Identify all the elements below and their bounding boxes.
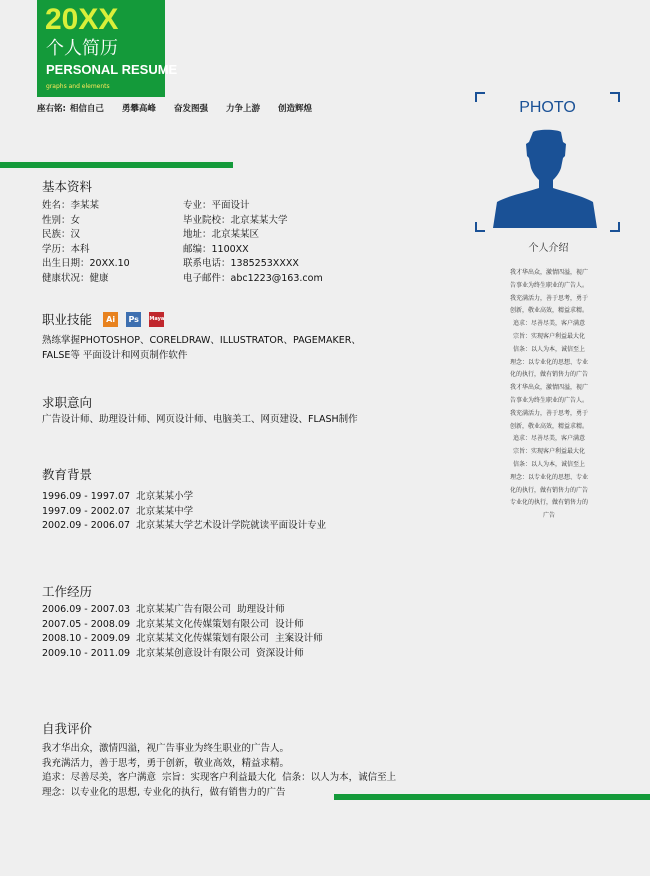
intro-line: 化的执行，做有销售力的广告 [509, 371, 588, 379]
photoshop-icon: Ps [126, 312, 141, 327]
logo-title-cn: 个人简历 [46, 38, 118, 59]
basic-info-right [183, 199, 323, 287]
section-title-education: 教育背景 [42, 467, 93, 482]
intro-line: 理念：以专业化的思想、专业 [509, 473, 588, 481]
intro-line: 我充满活力，善于思考，勇于 [509, 294, 588, 302]
intro-line: 信条：以人为本，诚信至上 [512, 345, 585, 353]
photo-label: PHOTO [519, 99, 576, 116]
logo-title-en: PERSONAL RESUME [46, 62, 178, 77]
intro-line: 创新，敬业高效，精益求精。 [509, 307, 588, 315]
intro-line: 我充满活力，善于思考，勇于 [509, 409, 588, 417]
maya-icon: Maya [149, 312, 164, 327]
work-item: 2006.09 - 2007.03 北京某某广告有限公司 助理设计师 [42, 604, 285, 615]
frame-corner [475, 222, 485, 232]
motto-item: 勇攀高峰 [121, 104, 156, 114]
resume-logo [37, 0, 178, 97]
info-address: 地址：北京某某区 [183, 229, 260, 241]
info-school: 毕业院校：北京某某大学 [183, 214, 288, 226]
section-title-work: 工作经历 [42, 584, 93, 599]
section-title-intent: 求职意向 [42, 395, 93, 410]
intro-line: 专业化的执行，做有销售力的 [509, 499, 588, 507]
info-postcode: 邮编：1100XX [183, 243, 249, 255]
intent-line: 广告设计师、助理设计师、网页设计师、电脑美工、网页建设、FLASH制作 [42, 414, 358, 425]
info-ethnicity: 民族：汉 [42, 229, 81, 241]
intro-line: 广告 [542, 512, 555, 520]
work-item: 2008.10 - 2009.09 北京某某文化传媒策划有限公司 主案设计师 [42, 633, 323, 645]
skills-text [42, 334, 361, 363]
intro-line: 宗旨：实现客户利益最大化 [512, 448, 585, 456]
intro-line: 告事业为终生职业的广告人。 [509, 396, 588, 404]
section-title-self: 自我评价 [42, 721, 93, 736]
intro-line: 我才华出众，激情四溢，视广 [509, 384, 588, 392]
basic-info-left [42, 199, 130, 287]
intro-title: 个人介绍 [528, 243, 569, 254]
info-gender: 性别：女 [42, 214, 81, 226]
work-item: 2009.10 - 2011.09 北京某某创意设计有限公司 资深设计师 [42, 647, 304, 659]
work-item: 2007.05 - 2008.09 北京某某文化传媒策划有限公司 设计师 [42, 618, 304, 630]
info-education: 学历：本科 [42, 243, 90, 255]
intro-line: 理念：以专业化的思想、专业 [509, 358, 588, 366]
info-email: 电子邮件：abc1223@163.com [183, 272, 323, 284]
education-item: 1996.09 - 1997.07 北京某某小学 [42, 491, 194, 502]
logo-subtitle: graphs and elements [46, 83, 110, 90]
intro-line: 追求：尽善尽美，客户满意 [512, 435, 585, 443]
intro-text [503, 267, 595, 523]
logo-year: 20XX [45, 3, 119, 36]
person-silhouette-icon [493, 128, 601, 228]
self-eval-line: 我才华出众，激情四溢，视广告事业为终生职业的广告人。 [42, 743, 290, 754]
skills-line: 熟练掌握PHOTOSHOP、CORELDRAW、ILLUSTRATOR、PAGEMAKER、 [42, 335, 361, 346]
illustrator-icon: Ai [103, 312, 118, 327]
self-eval-line: 追求：尽善尽美，客户满意 宗旨：实现客户利益最大化 信条：以人为本，诚信至上 [42, 772, 397, 784]
info-major: 专业：平面设计 [183, 200, 250, 211]
intro-line: 化的执行，做有销售力的广告 [509, 486, 588, 494]
motto-line [37, 103, 357, 115]
work-list [42, 603, 323, 661]
info-health: 健康状况：健康 [42, 272, 109, 284]
motto-label: 座右铭: [37, 104, 66, 114]
motto-item: 创造辉煌 [277, 104, 312, 114]
education-item: 2002.09 - 2006.07 北京某某大学艺术设计学院就读平面设计专业 [42, 520, 327, 532]
motto-item: 力争上游 [225, 104, 260, 114]
self-eval-line: 我充满活力，善于思考，勇于创新，敬业高效，精益求精。 [42, 757, 290, 769]
education-item: 1997.09 - 2002.07 北京某某中学 [42, 505, 194, 517]
info-phone: 联系电话：1385253XXXX [183, 258, 299, 270]
intro-line: 宗旨：实现客户利益最大化 [512, 332, 585, 340]
motto-item: 奋发图强 [173, 104, 208, 114]
intro-line: 创新，敬业高效，精益求精。 [509, 422, 588, 430]
skills-header [42, 309, 164, 328]
section-title-skills: 职业技能 [42, 312, 93, 327]
top-divider-bar [0, 162, 233, 168]
intro-line: 追求：尽善尽美，客户满意 [512, 320, 585, 328]
intro-line: 告事业为终生职业的广告人。 [509, 281, 588, 289]
info-name: 姓名：李某某 [42, 200, 100, 211]
section-title-basic: 基本资料 [42, 179, 93, 194]
self-eval-line: 理念：以专业化的思想, 专业化的执行，做有销售力的广告 [42, 786, 286, 798]
education-list [42, 490, 326, 534]
info-birthdate: 出生日期：20XX.10 [42, 258, 130, 270]
self-eval-text [42, 742, 396, 800]
intro-line: 信条：以人为本，诚信至上 [512, 460, 585, 468]
intro-line: 我才华出众，激情四溢，视广 [509, 269, 588, 276]
frame-corner [610, 222, 620, 232]
skills-line: FALSE等 平面设计和网页制作软件 [42, 349, 188, 361]
motto-item: 相信自己 [69, 104, 104, 114]
